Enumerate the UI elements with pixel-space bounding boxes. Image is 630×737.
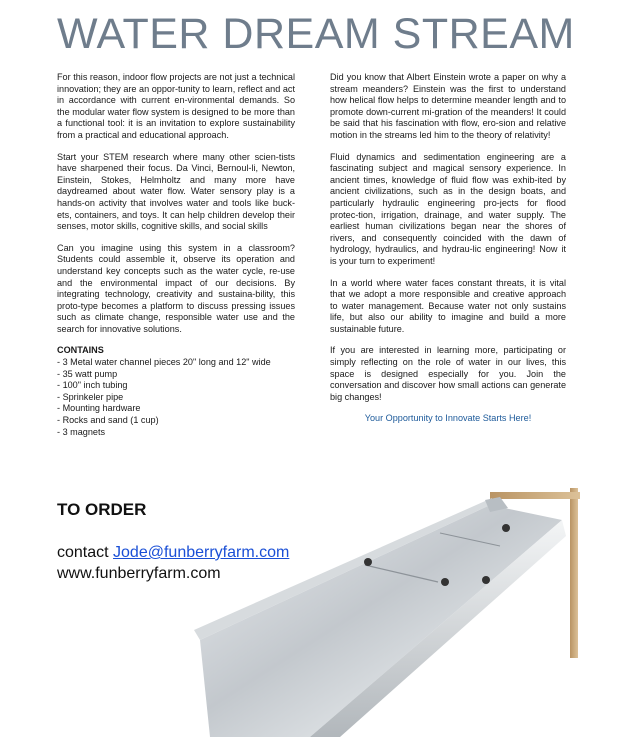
page-title: WATER DREAM STREAM — [57, 10, 575, 58]
contains-item: - 3 Metal water channel pieces 20" long and 12" wide — [57, 357, 295, 369]
email-link[interactable]: Jode@funberryfarm.com — [113, 544, 290, 561]
classroom-paragraph: Can you imagine using this system in a classroom? Students could assemble it, observe its operation and understand key concepts such as the water cycle, re-use and the environmental impact of our decisions. By integrating technology, creativity and sustaina-bility, this proto-type becomes a platform to discuss pressing issues such as climate change, responsible water use and the search for innovative solutions. — [57, 242, 295, 334]
magnet — [364, 558, 372, 566]
einstein-paragraph: Did you know that Albert Einstein wrote a paper on why a stream meanders? Einstein was the first to understand how helical flow helps to determine meander length and to promote down-current mi-gration of the meanders! It could be said that his fascination with flow, ero-sion and relative motion in the streams led him to the theory of relativity! — [330, 72, 566, 140]
contains-item: - 100" inch tubing — [57, 380, 295, 392]
right-column — [330, 72, 566, 425]
water-management-paragraph: In a world where water faces constant threats, it is vital that we adopt a more responsible and creative approach to water management. Because water not only sustains life, but also our ability to imagine and build a more sustainable future. — [330, 277, 566, 334]
magnet — [441, 578, 449, 586]
contains-item: - 35 watt pump — [57, 369, 295, 381]
invitation-paragraph: If you are interested in learning more, participating or simply reflecting on the role of water in our lives, this space is designed especially for you. Join the conversation and discover how small actions can generate big changes! — [330, 345, 566, 402]
wood-stand-crossbar — [490, 492, 580, 499]
channel-floor — [200, 505, 562, 737]
order-heading: TO ORDER — [57, 500, 147, 519]
contains-item: - 3 magnets — [57, 427, 295, 439]
magnet — [482, 576, 490, 584]
website-text: www.funberryfarm.com — [57, 565, 221, 582]
contains-item: - Rocks and sand (1 cup) — [57, 415, 295, 427]
left-column — [57, 72, 295, 438]
fluid-dynamics-paragraph: Fluid dynamics and sedimentation engineering are a fascinating subject and magical sensory experience. In ancient times, knowledge of fluid flow was exhib-ited by ancient civilizations, such as in the design boats, and particularly hydraulic engineering pro-jects for flood protec-tion, irrigation, drainage, and water supply. The earliest human civilizations began near the shores of rivers, and consequently coincided with the dawn of hydrology, hydraulics, and hydrau-lic engineering! Now it is your turn to experiment! — [330, 151, 566, 266]
call-to-action: Your Opportunity to Innovate Starts Here! — [364, 413, 532, 424]
contains-item: - Mounting hardware — [57, 403, 295, 415]
water-channel-product-image — [190, 470, 630, 737]
contact-prefix: contact — [57, 544, 114, 561]
stem-paragraph: Start your STEM research where many other scien-tists have sharpened their focus. Da Vinci, Bernoul-li, Newton, Einstein, Stokes, Helmholtz and many more have daydreamed about water flow. Water sensory play is a hands-on activity that involves water and tools like buck-ets, containers, and toys. It can help children develop their senses, motor skills, cognitive skills, and social skills — [57, 151, 295, 232]
contains-list — [57, 357, 295, 438]
contains-item: - Sprinkeler pipe — [57, 392, 295, 404]
magnet — [502, 524, 510, 532]
contains-heading: CONTAINS — [57, 345, 104, 356]
wood-stand-leg — [570, 488, 578, 658]
intro-paragraph: For this reason, indoor flow projects are not just a technical innovation; they are an oppor-tunity to learn, reflect and act in accordance with current en-vironmental demands. So the modular water flow system is designed to be more than a functional tool: it is an invitation to explore sustainability from a practical and educational approach. — [57, 72, 295, 140]
